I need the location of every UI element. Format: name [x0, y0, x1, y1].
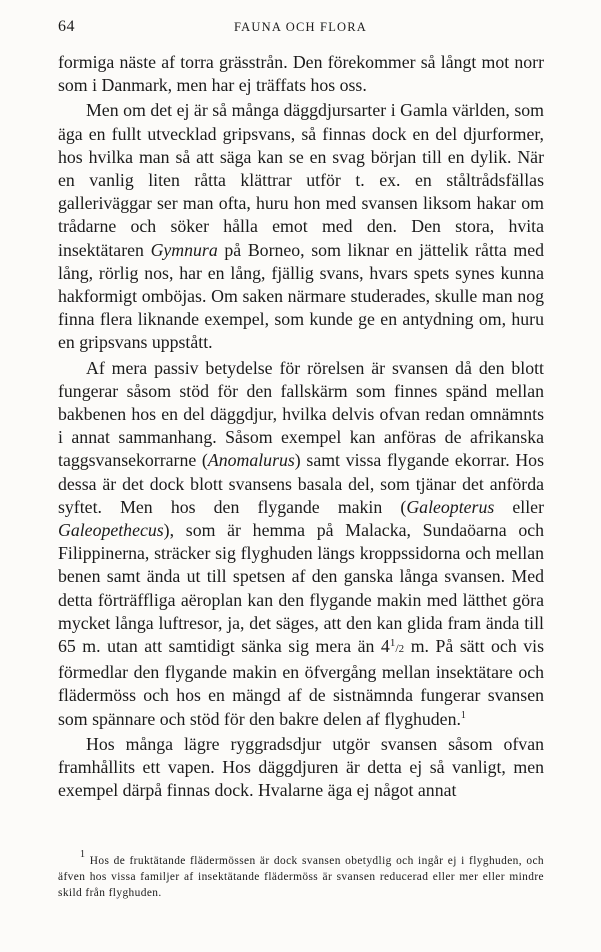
paragraph-3-text-d: ), som är hemma på Malacka, Sundaöarna och Filippinerna, sträcker sig flyghuden längs kroppssidorna och mellan benen samt ända ut till spetsen af den ganska långa svansen. Med detta förträffliga aëroplan kan den flygande makin med lätthet göra mycket långa luftresor, ja, det säges, att den kan glida fram ända till 65 m. utan att samtidigt sänka sig mera än 4 [58, 520, 544, 657]
body-text [58, 51, 544, 803]
paragraph-1: formiga näste af torra grässtrån. Den förekommer så långt mot norr som i Danmark, men har ej träffats hos oss. [58, 52, 544, 96]
footnote-mark: 1 [80, 849, 86, 860]
paragraph-3 [58, 357, 544, 731]
paragraph-3-text-b: ) samt vissa flygande ekorrar. Hos dessa är det dock blott svansens basala del, som tjänar det anförda syftet. Men hos den flygande makin ( [58, 450, 544, 517]
paragraph-2-text-b: på Borneo, som liknar en jättelik råtta med lång, rörlig nos, har en lång, fjällig svans, hvars spets synes kunna hakformigt omböjas. Om saken närmare studerades, skulle man nog finna flera liknande exempel, som kunde ge en antydning om, huru en gripsvans uppstått. [58, 239, 544, 353]
paragraph-3-text-a: Af mera passiv betydelse för rörelsen är svansen då den blott fungerar såsom stöd för den fallskärm som finnes spänd mellan bakbenen hos en del däggdjur, hvilka delvis ofvan redan omnämnts i annat sammanhang. Såsom exempel kan anföras de afrikanska taggsvansekorrarne ( [58, 357, 544, 471]
page-number: 64 [58, 18, 75, 35]
footnote-reference: 1 [460, 709, 466, 721]
genus-galeopterus: Galeopterus [406, 496, 495, 517]
fraction-numerator: 1 [389, 637, 396, 650]
running-title: FAUNA OCH FLORA [233, 20, 368, 34]
paragraph-4: Hos många lägre ryggradsdjur utgör svansen såsom ofvan framhållits ett vapen. Hos däggdjuren är detta ej så vanligt, men exempel därpå finnas dock. Hvalarne äga ej något annat [58, 733, 544, 801]
paragraph-3-text-e: m. På sätt och vis förmedlar den flygande makin en öfvergång mellan insektätare och flädermöss och hos en mängd af de sistnämnda fungerar svansen som spännare och stöd för den bakre delen af flyghuden. [58, 636, 544, 729]
footnote-text: Hos de fruktätande flädermössen är dock svansen obetydlig och ingår ej i flyghuden, och äfven hos vissa familjer af insektätande flädermöss är svansen reducerad eller mer eller mindre skild från flyghuden. [58, 855, 544, 900]
paragraph-2 [58, 99, 544, 354]
genus-galeopethecus: Galeopethecus [58, 520, 164, 541]
fraction-denominator: 2 [398, 643, 405, 656]
footnote [58, 849, 544, 902]
paragraph-3-text-c: eller [494, 496, 544, 517]
fraction-one-half: 1/2 [389, 637, 405, 656]
paragraph-2-text-a: Men om det ej är så många däggdjursarter i Gamla världen, som äga en fullt utvecklad gripsvans, så finnas dock en del djurformer, hos hvilka man så att säga kan se en svag början till en dylik. När en vanlig liten råtta klättrar utför t. ex. en ståltrådsfällas galleriväggar ser man ofta, huru hon med svansen liksom hakar om trådarne och söker hålla emot med den. Den stora, hvita insektätaren [58, 100, 544, 260]
genus-gymnura: Gymnura [150, 239, 218, 260]
genus-anomalurus: Anomalurus [207, 450, 295, 471]
